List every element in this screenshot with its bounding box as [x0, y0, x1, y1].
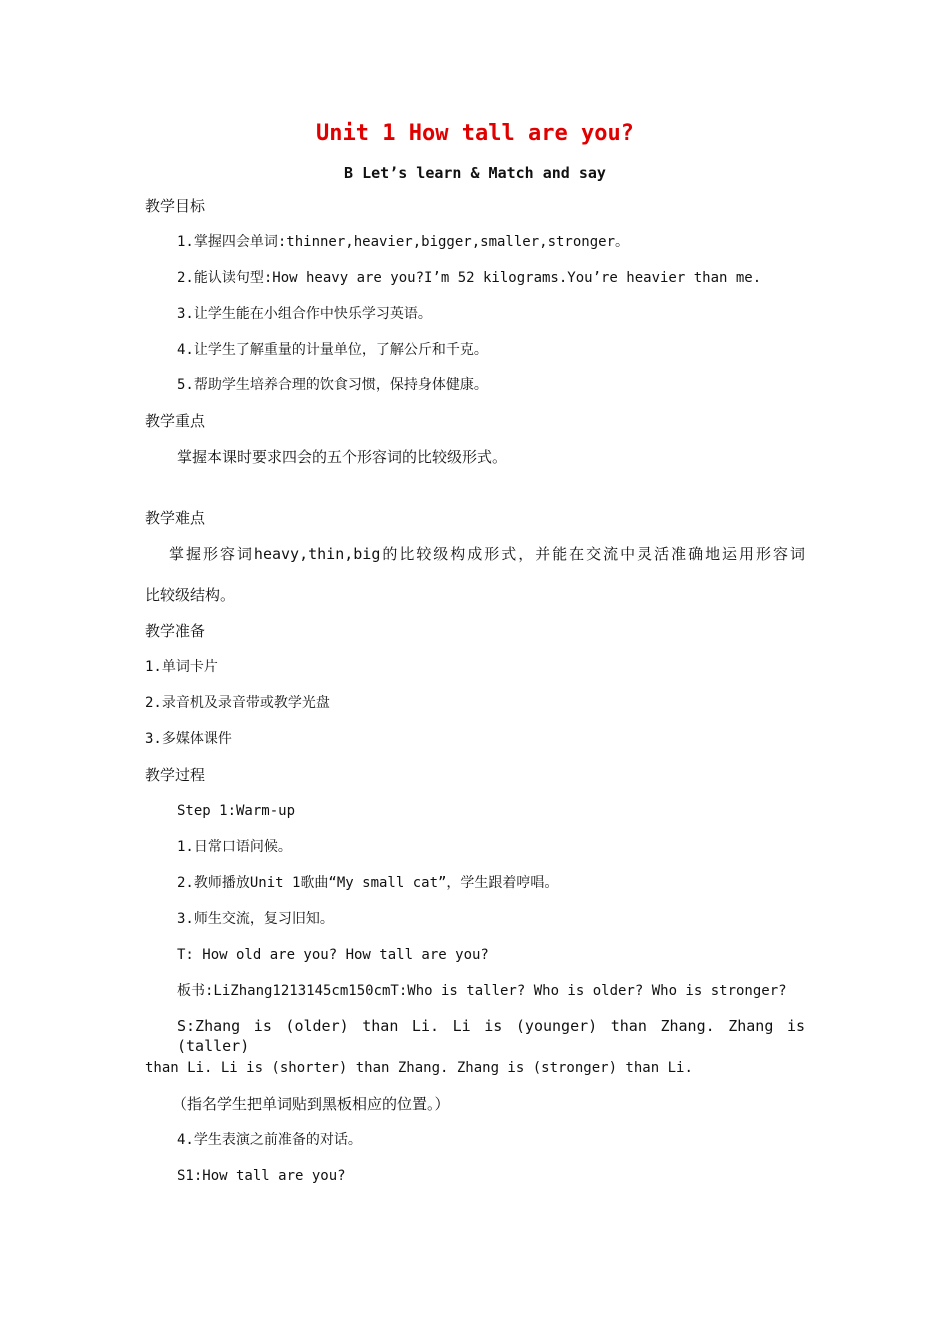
preparation-item: 3.多媒体课件 [145, 731, 232, 747]
objective-item: 3.让学生能在小组合作中快乐学习英语。 [177, 306, 432, 322]
preparation-heading: 教学准备 [145, 622, 206, 640]
process-item: 4.学生表演之前准备的对话。 [177, 1132, 362, 1148]
objective-item: 1.掌握四会单词:thinner,heavier,bigger,smaller,stronger。 [177, 234, 630, 250]
process-item: 1.日常口语问候。 [177, 839, 292, 855]
objective-item: 5.帮助学生培养合理的饮食习惯，保持身体健康。 [177, 377, 488, 393]
student-answer-line2: than Li. Li is (shorter) than Zhang. Zhang is (stronger) than Li. [145, 1060, 693, 1076]
process-item: 3.师生交流，复习旧知。 [177, 911, 334, 927]
page-title: Unit 1 How tall are you? [316, 121, 634, 146]
difficulties-text-line1: 掌握形容词heavy,thin,big的比较级构成形式，并能在交流中灵活准确地运用形容词 [169, 545, 805, 563]
process-heading: 教学过程 [145, 766, 206, 784]
process-item: T: How old are you? How tall are you? [177, 947, 489, 963]
objective-item: 4.让学生了解重量的计量单位，了解公斤和千克。 [177, 342, 488, 358]
process-item: 板书:LiZhang1213145cm150cmT:Who is taller? Who is older? Who is stronger? [177, 983, 787, 999]
page-subtitle: B Let’s learn & Match and say [344, 164, 606, 182]
preparation-item: 2.录音机及录音带或教学光盘 [145, 695, 330, 711]
objective-item: 2.能认读句型:How heavy are you?I’m 52 kilograms.You’re heavier than me. [177, 270, 762, 286]
process-note: （指名学生把单词贴到黑板相应的位置。） [172, 1095, 450, 1113]
objectives-heading: 教学目标 [145, 197, 206, 215]
difficulties-text-line2: 比较级结构。 [145, 586, 236, 604]
key-points-text: 掌握本课时要求四会的五个形容词的比较级形式。 [177, 448, 508, 466]
difficulties-heading: 教学难点 [145, 509, 206, 527]
process-step-title: Step 1:Warm-up [177, 803, 296, 819]
key-points-heading: 教学重点 [145, 412, 206, 430]
student-answer-line1: S:Zhang is (older) than Li. Li is (younger) than Zhang. Zhang is (taller) [177, 1017, 805, 1055]
dialogue-line: S1:How tall are you? [177, 1168, 346, 1184]
process-item: 2.教师播放Unit 1歌曲“My small cat”，学生跟着哼唱。 [177, 875, 559, 891]
preparation-item: 1.单词卡片 [145, 659, 218, 675]
